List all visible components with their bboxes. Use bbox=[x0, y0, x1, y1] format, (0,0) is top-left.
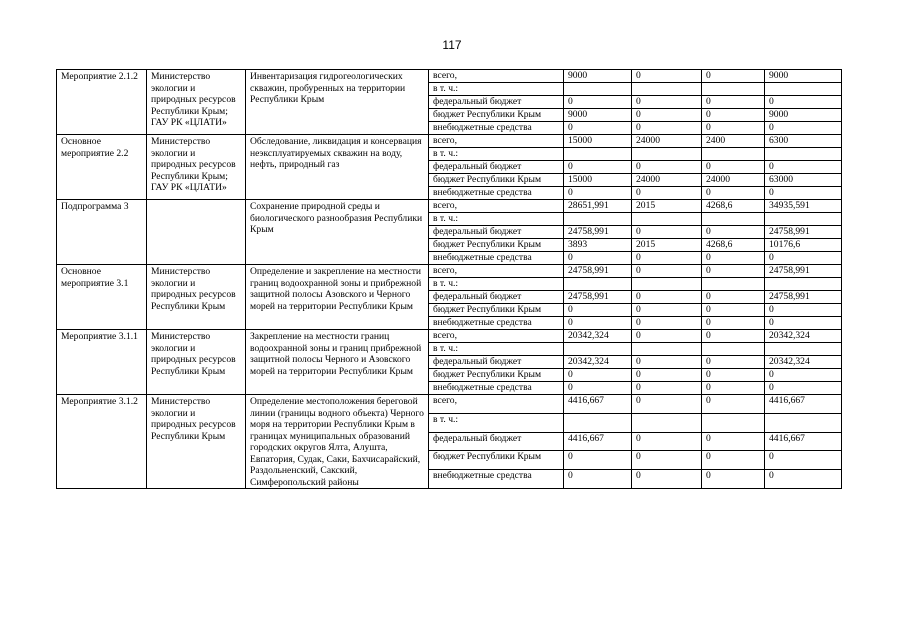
amount-cell: 0 bbox=[632, 382, 702, 395]
amount-cell: 0 bbox=[632, 317, 702, 330]
amount-cell: 0 bbox=[702, 226, 765, 239]
funding-source-cell: всего, bbox=[429, 395, 564, 414]
amount-cell: 24000 bbox=[632, 174, 702, 187]
amount-cell: 0 bbox=[702, 432, 765, 451]
amount-cell: 24758,991 bbox=[564, 226, 632, 239]
funding-source-cell: всего, bbox=[429, 330, 564, 343]
amount-cell bbox=[702, 278, 765, 291]
amount-cell: 10176,6 bbox=[765, 239, 842, 252]
amount-cell: 0 bbox=[702, 96, 765, 109]
amount-cell: 24758,991 bbox=[765, 265, 842, 278]
amount-cell: 9000 bbox=[564, 109, 632, 122]
activity-code-cell: Мероприятие 3.1.2 bbox=[57, 395, 147, 489]
amount-cell bbox=[702, 213, 765, 226]
amount-cell: 0 bbox=[702, 109, 765, 122]
amount-cell bbox=[632, 148, 702, 161]
funding-source-cell: внебюджетные средства bbox=[429, 317, 564, 330]
description-cell: Определение и закрепление на местности границ водоохранной зоны и прибрежной защитной полосы Азовского и Черного морей на территории Республики Крым bbox=[246, 265, 429, 330]
amount-cell: 0 bbox=[564, 304, 632, 317]
amount-cell: 4416,667 bbox=[765, 395, 842, 414]
amount-cell: 0 bbox=[765, 252, 842, 265]
amount-cell bbox=[765, 148, 842, 161]
amount-cell bbox=[632, 413, 702, 432]
funding-source-cell: федеральный бюджет bbox=[429, 96, 564, 109]
activity-code-cell: Основное мероприятие 2.2 bbox=[57, 135, 147, 200]
table-row bbox=[57, 135, 842, 148]
budget-table bbox=[56, 69, 842, 489]
amount-cell: 0 bbox=[564, 317, 632, 330]
funding-source-cell: всего, bbox=[429, 70, 564, 83]
funding-source-cell: в т. ч.: bbox=[429, 278, 564, 291]
amount-cell bbox=[632, 278, 702, 291]
amount-cell: 0 bbox=[702, 161, 765, 174]
amount-cell: 0 bbox=[702, 470, 765, 489]
amount-cell: 0 bbox=[765, 122, 842, 135]
amount-cell: 9000 bbox=[564, 70, 632, 83]
description-cell: Сохранение природной среды и биологического разнообразия Республики Крым bbox=[246, 200, 429, 265]
amount-cell: 0 bbox=[632, 70, 702, 83]
funding-source-cell: бюджет Республики Крым bbox=[429, 109, 564, 122]
amount-cell: 24758,991 bbox=[564, 291, 632, 304]
amount-cell: 0 bbox=[632, 395, 702, 414]
funding-source-cell: федеральный бюджет bbox=[429, 432, 564, 451]
amount-cell: 0 bbox=[702, 70, 765, 83]
amount-cell: 0 bbox=[702, 356, 765, 369]
amount-cell: 0 bbox=[632, 304, 702, 317]
table-row bbox=[57, 395, 842, 414]
amount-cell: 0 bbox=[632, 226, 702, 239]
amount-cell: 0 bbox=[632, 451, 702, 470]
amount-cell: 4416,667 bbox=[765, 432, 842, 451]
amount-cell bbox=[632, 83, 702, 96]
amount-cell: 0 bbox=[632, 291, 702, 304]
amount-cell: 4268,6 bbox=[702, 239, 765, 252]
description-cell: Определение местоположения береговой линии (границы водного объекта) Черного моря на территории Республики Крым в границах муниципальных образований городских округов Ялта, Алушта, Евпатория, Судак, Саки, Бахчисарайский, Раздольненский, Сакский, Симферопольский районы bbox=[246, 395, 429, 489]
amount-cell: 0 bbox=[632, 252, 702, 265]
amount-cell: 0 bbox=[632, 122, 702, 135]
amount-cell: 0 bbox=[632, 369, 702, 382]
description-cell: Закрепление на местности границ водоохранной зоны и границ прибрежной защитной полосы Черного и Азовского морей на территории Республики Крым bbox=[246, 330, 429, 395]
activity-code-cell: Мероприятие 2.1.2 bbox=[57, 70, 147, 135]
amount-cell: 0 bbox=[702, 291, 765, 304]
activity-code-cell: Мероприятие 3.1.1 bbox=[57, 330, 147, 395]
table-row bbox=[57, 265, 842, 278]
amount-cell bbox=[564, 148, 632, 161]
amount-cell bbox=[765, 213, 842, 226]
amount-cell: 20342,324 bbox=[564, 356, 632, 369]
table-row bbox=[57, 330, 842, 343]
amount-cell: 0 bbox=[632, 96, 702, 109]
amount-cell: 0 bbox=[702, 304, 765, 317]
activity-code-cell: Основное мероприятие 3.1 bbox=[57, 265, 147, 330]
amount-cell: 6300 bbox=[765, 135, 842, 148]
amount-cell: 0 bbox=[632, 187, 702, 200]
funding-source-cell: в т. ч.: bbox=[429, 413, 564, 432]
amount-cell bbox=[765, 278, 842, 291]
amount-cell: 0 bbox=[564, 252, 632, 265]
executor-cell: Министерство экологии и природных ресурсов Республики Крым bbox=[147, 265, 246, 330]
funding-source-cell: бюджет Республики Крым bbox=[429, 304, 564, 317]
table-row bbox=[57, 200, 842, 213]
amount-cell: 63000 bbox=[765, 174, 842, 187]
amount-cell: 24758,991 bbox=[765, 291, 842, 304]
amount-cell: 0 bbox=[564, 382, 632, 395]
amount-cell: 4268,6 bbox=[702, 200, 765, 213]
funding-source-cell: внебюджетные средства bbox=[429, 122, 564, 135]
amount-cell bbox=[765, 83, 842, 96]
funding-source-cell: всего, bbox=[429, 135, 564, 148]
amount-cell bbox=[702, 83, 765, 96]
amount-cell: 0 bbox=[765, 470, 842, 489]
amount-cell: 0 bbox=[564, 187, 632, 200]
amount-cell: 15000 bbox=[564, 174, 632, 187]
amount-cell bbox=[632, 213, 702, 226]
amount-cell: 15000 bbox=[564, 135, 632, 148]
amount-cell: 28651,991 bbox=[564, 200, 632, 213]
amount-cell: 0 bbox=[765, 382, 842, 395]
amount-cell: 0 bbox=[765, 451, 842, 470]
amount-cell: 0 bbox=[765, 304, 842, 317]
funding-source-cell: бюджет Республики Крым bbox=[429, 239, 564, 252]
amount-cell: 0 bbox=[702, 395, 765, 414]
activity-code-cell: Подпрограмма 3 bbox=[57, 200, 147, 265]
amount-cell bbox=[564, 83, 632, 96]
page-number: 117 bbox=[442, 38, 462, 52]
amount-cell: 24000 bbox=[702, 174, 765, 187]
amount-cell bbox=[702, 343, 765, 356]
amount-cell: 0 bbox=[564, 161, 632, 174]
amount-cell: 0 bbox=[702, 252, 765, 265]
amount-cell: 0 bbox=[702, 330, 765, 343]
amount-cell: 0 bbox=[765, 96, 842, 109]
executor-cell: Министерство экологии и природных ресурсов Республики Крым; ГАУ РК «ЦЛАТИ» bbox=[147, 70, 246, 135]
amount-cell: 0 bbox=[632, 432, 702, 451]
funding-source-cell: бюджет Республики Крым bbox=[429, 174, 564, 187]
funding-source-cell: федеральный бюджет bbox=[429, 161, 564, 174]
table-row bbox=[57, 70, 842, 83]
funding-source-cell: внебюджетные средства bbox=[429, 470, 564, 489]
amount-cell bbox=[564, 213, 632, 226]
amount-cell: 2400 bbox=[702, 135, 765, 148]
amount-cell: 9000 bbox=[765, 70, 842, 83]
amount-cell bbox=[632, 343, 702, 356]
amount-cell: 20342,324 bbox=[765, 356, 842, 369]
amount-cell: 0 bbox=[632, 470, 702, 489]
funding-source-cell: внебюджетные средства bbox=[429, 187, 564, 200]
amount-cell: 0 bbox=[632, 161, 702, 174]
amount-cell: 0 bbox=[702, 265, 765, 278]
budget-table-body bbox=[57, 70, 842, 489]
amount-cell: 0 bbox=[765, 369, 842, 382]
amount-cell: 9000 bbox=[765, 109, 842, 122]
amount-cell: 24758,991 bbox=[765, 226, 842, 239]
funding-source-cell: внебюджетные средства bbox=[429, 252, 564, 265]
funding-source-cell: всего, bbox=[429, 200, 564, 213]
amount-cell: 0 bbox=[702, 187, 765, 200]
amount-cell: 0 bbox=[564, 451, 632, 470]
executor-cell: Министерство экологии и природных ресурсов Республики Крым; ГАУ РК «ЦЛАТИ» bbox=[147, 135, 246, 200]
description-cell: Инвентаризация гидрогеологических скважин, пробуренных на территории Республики Крым bbox=[246, 70, 429, 135]
executor-cell: Министерство экологии и природных ресурсов Республики Крым bbox=[147, 395, 246, 489]
amount-cell: 2015 bbox=[632, 200, 702, 213]
amount-cell: 0 bbox=[564, 369, 632, 382]
amount-cell: 0 bbox=[765, 187, 842, 200]
funding-source-cell: в т. ч.: bbox=[429, 148, 564, 161]
amount-cell bbox=[765, 413, 842, 432]
funding-source-cell: в т. ч.: bbox=[429, 343, 564, 356]
amount-cell: 24000 bbox=[632, 135, 702, 148]
amount-cell bbox=[702, 148, 765, 161]
amount-cell: 4416,667 bbox=[564, 432, 632, 451]
description-cell: Обследование, ликвидация и консервация неэксплуатируемых скважин на воду, нефть, природный газ bbox=[246, 135, 429, 200]
amount-cell: 0 bbox=[564, 122, 632, 135]
amount-cell bbox=[564, 343, 632, 356]
amount-cell: 0 bbox=[564, 470, 632, 489]
amount-cell: 4416,667 bbox=[564, 395, 632, 414]
amount-cell: 0 bbox=[564, 96, 632, 109]
amount-cell: 0 bbox=[765, 317, 842, 330]
amount-cell: 20342,324 bbox=[564, 330, 632, 343]
funding-source-cell: бюджет Республики Крым bbox=[429, 369, 564, 382]
funding-source-cell: федеральный бюджет bbox=[429, 291, 564, 304]
amount-cell: 0 bbox=[765, 161, 842, 174]
amount-cell: 3893 bbox=[564, 239, 632, 252]
amount-cell bbox=[564, 413, 632, 432]
executor-cell bbox=[147, 200, 246, 265]
amount-cell: 0 bbox=[702, 451, 765, 470]
funding-source-cell: бюджет Республики Крым bbox=[429, 451, 564, 470]
amount-cell: 0 bbox=[632, 109, 702, 122]
amount-cell bbox=[765, 343, 842, 356]
amount-cell: 24758,991 bbox=[564, 265, 632, 278]
funding-source-cell: в т. ч.: bbox=[429, 213, 564, 226]
amount-cell: 0 bbox=[702, 317, 765, 330]
funding-source-cell: всего, bbox=[429, 265, 564, 278]
funding-source-cell: внебюджетные средства bbox=[429, 382, 564, 395]
amount-cell: 0 bbox=[702, 369, 765, 382]
amount-cell bbox=[564, 278, 632, 291]
funding-source-cell: федеральный бюджет bbox=[429, 226, 564, 239]
amount-cell: 20342,324 bbox=[765, 330, 842, 343]
amount-cell: 0 bbox=[702, 382, 765, 395]
amount-cell: 2015 bbox=[632, 239, 702, 252]
amount-cell: 0 bbox=[632, 265, 702, 278]
amount-cell: 0 bbox=[632, 356, 702, 369]
amount-cell: 0 bbox=[632, 330, 702, 343]
amount-cell: 34935,591 bbox=[765, 200, 842, 213]
amount-cell: 0 bbox=[702, 122, 765, 135]
executor-cell: Министерство экологии и природных ресурсов Республики Крым bbox=[147, 330, 246, 395]
funding-source-cell: федеральный бюджет bbox=[429, 356, 564, 369]
funding-source-cell: в т. ч.: bbox=[429, 83, 564, 96]
amount-cell bbox=[702, 413, 765, 432]
